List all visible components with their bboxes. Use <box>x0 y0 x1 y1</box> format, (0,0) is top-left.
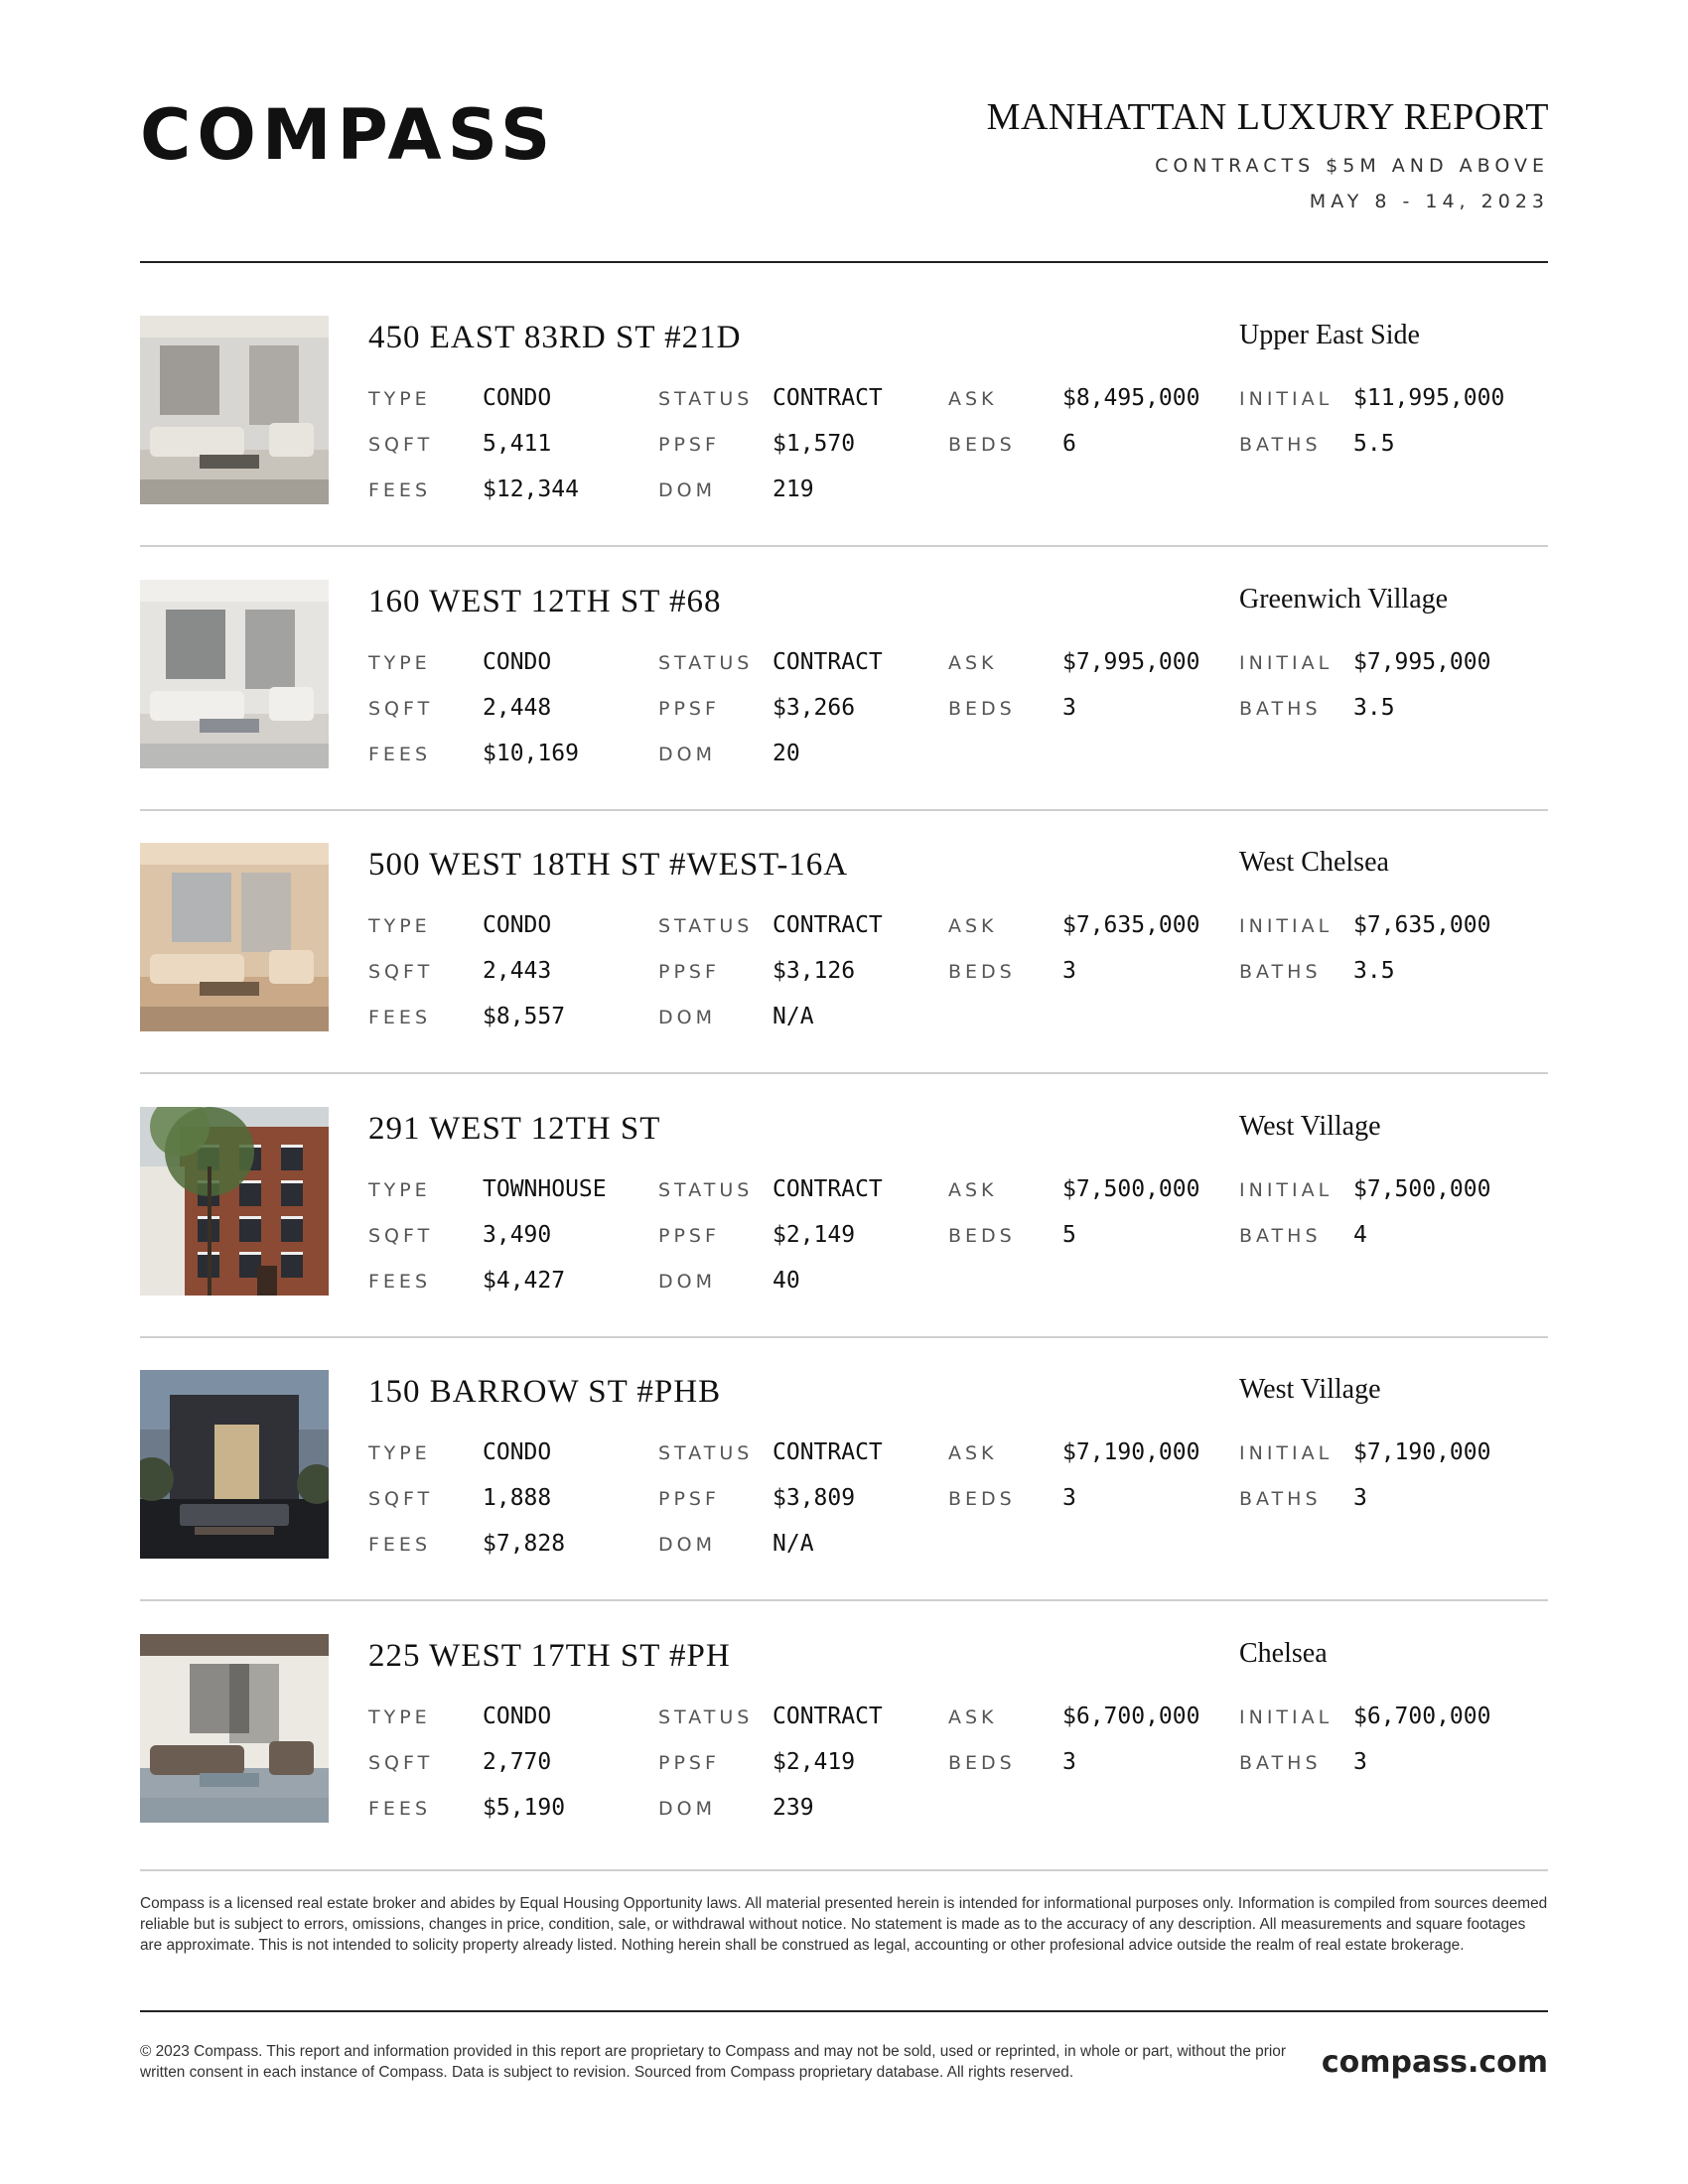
status-label: STATUS <box>658 915 754 937</box>
type-value: TOWNHOUSE <box>483 1175 607 1202</box>
initial-value: $11,995,000 <box>1353 385 1505 411</box>
status-value: CONTRACT <box>773 648 883 675</box>
baths-label: BATHS <box>1239 434 1322 456</box>
listing-row[interactable] <box>140 1370 1548 1559</box>
status-label: STATUS <box>658 1178 754 1201</box>
status-label: STATUS <box>658 388 754 410</box>
living-room-photo <box>140 580 329 768</box>
listing-divider <box>140 545 1548 547</box>
dom-label: DOM <box>658 479 716 501</box>
compass-logo <box>140 95 567 171</box>
listing-neighborhood: West Village <box>1239 1374 1381 1405</box>
ask-value: $7,500,000 <box>1062 1175 1200 1202</box>
initial-label: INITIAL <box>1239 1706 1334 1728</box>
beds-value: 3 <box>1062 1485 1076 1511</box>
terrace-photo <box>140 1370 329 1559</box>
dom-value: 239 <box>773 1794 814 1821</box>
sqft-value: 2,770 <box>483 1748 552 1775</box>
website-link[interactable]: compass.com <box>1321 2045 1548 2080</box>
sqft-label: SQFT <box>368 961 434 983</box>
listing-divider <box>140 1599 1548 1601</box>
ask-label: ASK <box>948 1706 998 1728</box>
footer-divider <box>140 2010 1548 2012</box>
type-value: CONDO <box>483 385 552 411</box>
baths-label: BATHS <box>1239 1224 1322 1247</box>
listing-divider <box>140 1072 1548 1074</box>
fees-value: $4,427 <box>483 1267 566 1294</box>
initial-label: INITIAL <box>1239 651 1334 674</box>
ppsf-label: PPSF <box>658 1751 720 1774</box>
listing-neighborhood: Chelsea <box>1239 1637 1328 1669</box>
listings-end-divider <box>140 1869 1548 1871</box>
ask-value: $7,190,000 <box>1062 1439 1200 1465</box>
initial-label: INITIAL <box>1239 388 1334 410</box>
dom-label: DOM <box>658 1270 716 1293</box>
ask-label: ASK <box>948 1442 998 1464</box>
beds-value: 6 <box>1062 431 1076 457</box>
fees-label: FEES <box>368 479 431 501</box>
sqft-label: SQFT <box>368 697 434 720</box>
dom-value: 219 <box>773 477 814 502</box>
fees-value: $12,344 <box>483 477 579 502</box>
status-value: CONTRACT <box>773 385 883 411</box>
sqft-label: SQFT <box>368 1488 434 1510</box>
status-value: CONTRACT <box>773 1439 883 1465</box>
sqft-label: SQFT <box>368 1751 434 1774</box>
baths-value: 5.5 <box>1353 431 1395 457</box>
sqft-value: 2,448 <box>483 694 552 721</box>
initial-label: INITIAL <box>1239 1178 1334 1201</box>
sqft-value: 5,411 <box>483 431 552 457</box>
beds-value: 3 <box>1062 958 1076 984</box>
ppsf-value: $1,570 <box>773 431 856 457</box>
fees-label: FEES <box>368 743 431 765</box>
listing-neighborhood: Greenwich Village <box>1239 583 1449 614</box>
type-label: TYPE <box>368 1442 431 1464</box>
ask-value: $6,700,000 <box>1062 1703 1200 1729</box>
status-value: CONTRACT <box>773 1703 883 1729</box>
sqft-label: SQFT <box>368 434 434 456</box>
living-room-photo <box>140 843 329 1031</box>
dom-value: 40 <box>773 1267 800 1294</box>
ask-value: $7,635,000 <box>1062 912 1200 938</box>
ppsf-label: PPSF <box>658 1488 720 1510</box>
ask-label: ASK <box>948 1178 998 1201</box>
listing-row[interactable] <box>140 1107 1548 1296</box>
initial-label: INITIAL <box>1239 1442 1334 1464</box>
type-label: TYPE <box>368 388 431 410</box>
initial-value: $7,635,000 <box>1353 912 1491 938</box>
baths-value: 3.5 <box>1353 958 1395 984</box>
listing-neighborhood: West Village <box>1239 1110 1381 1142</box>
type-value: CONDO <box>483 1703 552 1729</box>
type-label: TYPE <box>368 1178 431 1201</box>
beds-value: 3 <box>1062 1748 1076 1775</box>
ppsf-value: $2,149 <box>773 1221 856 1248</box>
baths-value: 3.5 <box>1353 694 1395 721</box>
disclaimer-text: Compass is a licensed real estate broker and abides by Equal Housing Opportunity laws. All material presented herein is intended for informational purposes only. Information is compiled from sources deemed reliable but is subject to errors, omissions, changes in price, condition, sale, or withdrawal without notice. No statement is made as to the accuracy of any description. All measurements and square footages are approximate. This is not intended to solicity property already listed. Nothing herein shall be construed as legal, accounting or other profesional advice outside the realm of real estate brokerage. <box>140 1895 1548 1954</box>
initial-label: INITIAL <box>1239 915 1334 937</box>
ask-label: ASK <box>948 915 998 937</box>
listing-address[interactable]: 500 WEST 18TH ST #WEST-16A <box>368 847 849 883</box>
type-label: TYPE <box>368 915 431 937</box>
status-label: STATUS <box>658 1442 754 1464</box>
listing-row[interactable] <box>140 316 1548 504</box>
svg-text:COMPASS: COMPASS <box>140 95 557 171</box>
baths-label: BATHS <box>1239 1751 1322 1774</box>
dom-label: DOM <box>658 1007 716 1028</box>
dom-label: DOM <box>658 743 716 765</box>
ask-value: $7,995,000 <box>1062 648 1200 675</box>
dom-value: 20 <box>773 740 800 766</box>
status-label: STATUS <box>658 1706 754 1728</box>
beds-label: BEDS <box>948 961 1016 983</box>
listing-row[interactable] <box>140 843 1548 1031</box>
townhouse-facade-photo <box>140 1107 329 1296</box>
type-label: TYPE <box>368 1706 431 1728</box>
dom-label: DOM <box>658 1534 716 1556</box>
fees-label: FEES <box>368 1534 431 1556</box>
status-value: CONTRACT <box>773 1175 883 1202</box>
listing-neighborhood: Upper East Side <box>1239 320 1420 350</box>
listing-divider <box>140 1336 1548 1338</box>
type-label: TYPE <box>368 651 431 674</box>
fees-label: FEES <box>368 1797 431 1820</box>
ppsf-label: PPSF <box>658 1224 720 1247</box>
ppsf-value: $3,266 <box>773 694 856 721</box>
beds-label: BEDS <box>948 697 1016 720</box>
sqft-value: 3,490 <box>483 1221 552 1248</box>
fees-label: FEES <box>368 1270 431 1293</box>
ppsf-value: $3,126 <box>773 958 856 984</box>
listing-address[interactable]: 450 EAST 83RD ST #21D <box>368 320 742 355</box>
dom-value: N/A <box>773 1004 814 1029</box>
dom-label: DOM <box>658 1797 716 1820</box>
beds-label: BEDS <box>948 1224 1016 1247</box>
listing-row[interactable] <box>140 580 1548 768</box>
listing-address[interactable]: 291 WEST 12TH ST <box>368 1110 661 1147</box>
living-room-photo <box>140 316 329 504</box>
listing-address[interactable]: 160 WEST 12TH ST #68 <box>368 583 722 619</box>
baths-value: 3 <box>1353 1485 1367 1511</box>
listing-neighborhood: West Chelsea <box>1239 847 1389 878</box>
baths-label: BATHS <box>1239 961 1322 983</box>
fees-value: $5,190 <box>483 1794 566 1821</box>
beds-label: BEDS <box>948 1751 1016 1774</box>
sqft-value: 2,443 <box>483 958 552 984</box>
listing-row[interactable] <box>140 1634 1548 1823</box>
beds-value: 5 <box>1062 1221 1076 1248</box>
initial-value: $7,995,000 <box>1353 648 1491 675</box>
copyright-text: © 2023 Compass. This report and information provided in this report are proprietary to Compass and may not be sold, used or reprinted, in whole or part, without the prior written consent in each instance of Compass. Data is subject to revision. Sourced from Compass proprietary database. All rights reserved. <box>140 2043 1286 2081</box>
report-date-range: MAY 8 - 14, 2023 <box>1309 191 1549 212</box>
initial-value: $7,190,000 <box>1353 1439 1491 1465</box>
ppsf-label: PPSF <box>658 697 720 720</box>
beds-label: BEDS <box>948 434 1016 456</box>
fees-value: $7,828 <box>483 1531 566 1557</box>
dom-value: N/A <box>773 1531 814 1557</box>
initial-value: $7,500,000 <box>1353 1175 1491 1202</box>
ask-value: $8,495,000 <box>1062 385 1200 411</box>
ask-label: ASK <box>948 651 998 674</box>
fees-value: $8,557 <box>483 1004 566 1029</box>
living-room-photo <box>140 1634 329 1823</box>
header-divider <box>140 261 1548 263</box>
type-value: CONDO <box>483 648 552 675</box>
report-subtitle: CONTRACTS $5M AND ABOVE <box>1155 155 1549 177</box>
listing-address[interactable]: 150 BARROW ST #PHB <box>368 1374 722 1410</box>
type-value: CONDO <box>483 912 552 938</box>
ppsf-label: PPSF <box>658 434 720 456</box>
listing-divider <box>140 809 1548 811</box>
ppsf-value: $2,419 <box>773 1748 856 1775</box>
fees-value: $10,169 <box>483 740 579 766</box>
baths-value: 3 <box>1353 1748 1367 1775</box>
ppsf-value: $3,809 <box>773 1485 856 1511</box>
baths-label: BATHS <box>1239 1488 1322 1510</box>
report-title: MANHATTAN LUXURY REPORT <box>986 96 1549 138</box>
sqft-label: SQFT <box>368 1224 434 1247</box>
beds-label: BEDS <box>948 1488 1016 1510</box>
type-value: CONDO <box>483 1439 552 1465</box>
baths-label: BATHS <box>1239 697 1322 720</box>
initial-value: $6,700,000 <box>1353 1703 1491 1729</box>
ask-label: ASK <box>948 388 998 410</box>
listing-address[interactable]: 225 WEST 17TH ST #PH <box>368 1637 731 1674</box>
sqft-value: 1,888 <box>483 1485 552 1511</box>
status-value: CONTRACT <box>773 912 883 938</box>
status-label: STATUS <box>658 651 754 674</box>
baths-value: 4 <box>1353 1221 1367 1248</box>
beds-value: 3 <box>1062 694 1076 721</box>
ppsf-label: PPSF <box>658 961 720 983</box>
fees-label: FEES <box>368 1007 431 1028</box>
